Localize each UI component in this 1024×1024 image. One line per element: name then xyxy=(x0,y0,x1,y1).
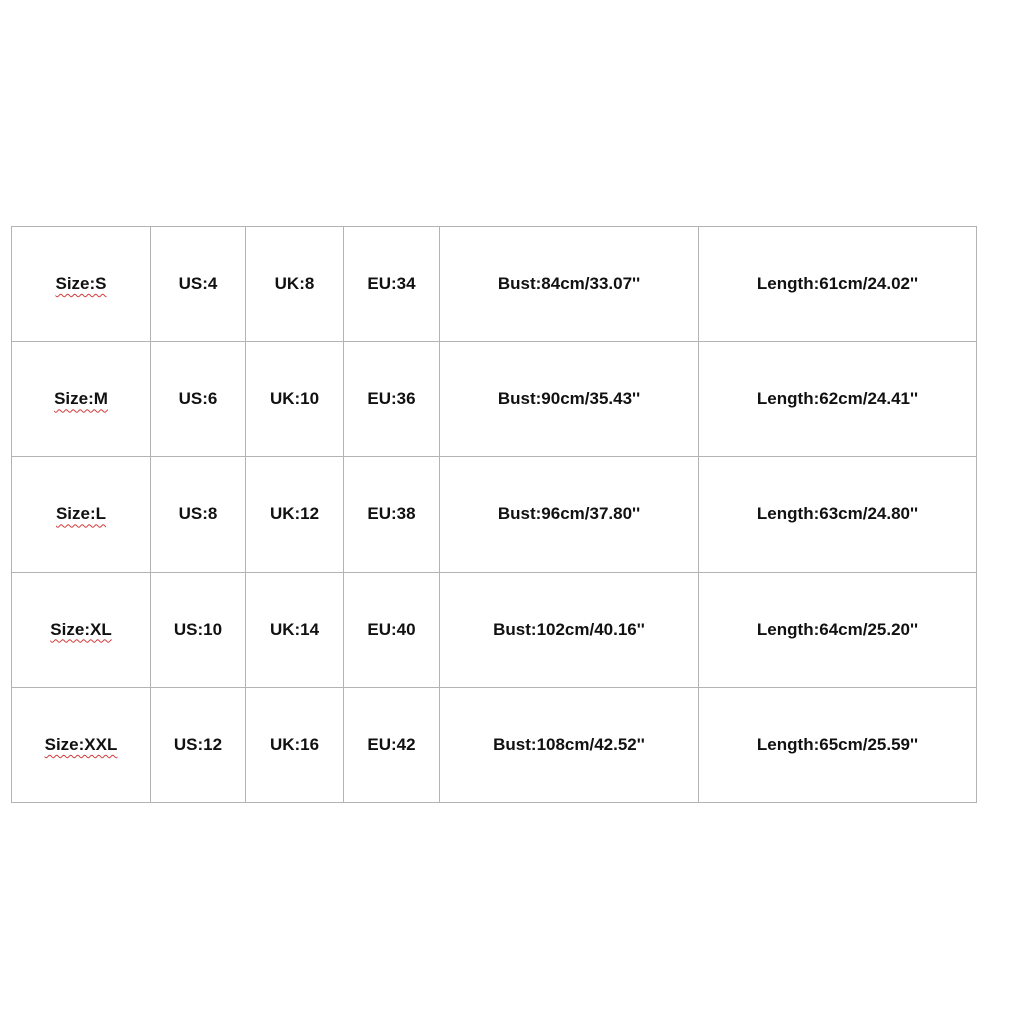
uk-size-cell: UK:16 xyxy=(246,687,344,802)
uk-size-cell: UK:8 xyxy=(246,227,344,342)
table-row-size-m xyxy=(12,342,977,457)
length-cell: Length:65cm/25.59'' xyxy=(699,687,977,802)
uk-size-cell: UK:12 xyxy=(246,457,344,572)
eu-size-cell: EU:38 xyxy=(344,457,440,572)
length-cell: Length:64cm/25.20'' xyxy=(699,572,977,687)
eu-size-cell: EU:40 xyxy=(344,572,440,687)
size-label: Size:M xyxy=(54,389,108,409)
bust-cell: Bust:108cm/42.52'' xyxy=(440,687,699,802)
size-chart-table xyxy=(11,226,977,803)
size-label-cell xyxy=(12,687,151,802)
us-size-cell: US:12 xyxy=(151,687,246,802)
table-row-size-xl xyxy=(12,572,977,687)
size-label: Size:XXL xyxy=(44,734,118,754)
size-label-cell xyxy=(12,227,151,342)
size-label: Size:S xyxy=(55,274,107,294)
eu-size-cell: EU:42 xyxy=(344,687,440,802)
eu-size-cell: EU:34 xyxy=(344,227,440,342)
size-label-cell xyxy=(12,457,151,572)
size-label: Size:XL xyxy=(50,619,112,639)
uk-size-cell: UK:10 xyxy=(246,342,344,457)
us-size-cell: US:4 xyxy=(151,227,246,342)
uk-size-cell: UK:14 xyxy=(246,572,344,687)
table-row-size-xxl xyxy=(12,687,977,802)
table-row-size-l xyxy=(12,457,977,572)
eu-size-cell: EU:36 xyxy=(344,342,440,457)
us-size-cell: US:10 xyxy=(151,572,246,687)
us-size-cell: US:8 xyxy=(151,457,246,572)
bust-cell: Bust:90cm/35.43'' xyxy=(440,342,699,457)
size-label-cell xyxy=(12,342,151,457)
length-cell: Length:62cm/24.41'' xyxy=(699,342,977,457)
length-cell: Length:63cm/24.80'' xyxy=(699,457,977,572)
bust-cell: Bust:84cm/33.07'' xyxy=(440,227,699,342)
size-label-cell xyxy=(12,572,151,687)
size-label: Size:L xyxy=(55,504,107,524)
us-size-cell: US:6 xyxy=(151,342,246,457)
length-cell: Length:61cm/24.02'' xyxy=(699,227,977,342)
bust-cell: Bust:96cm/37.80'' xyxy=(440,457,699,572)
table-row-size-s xyxy=(12,227,977,342)
bust-cell: Bust:102cm/40.16'' xyxy=(440,572,699,687)
